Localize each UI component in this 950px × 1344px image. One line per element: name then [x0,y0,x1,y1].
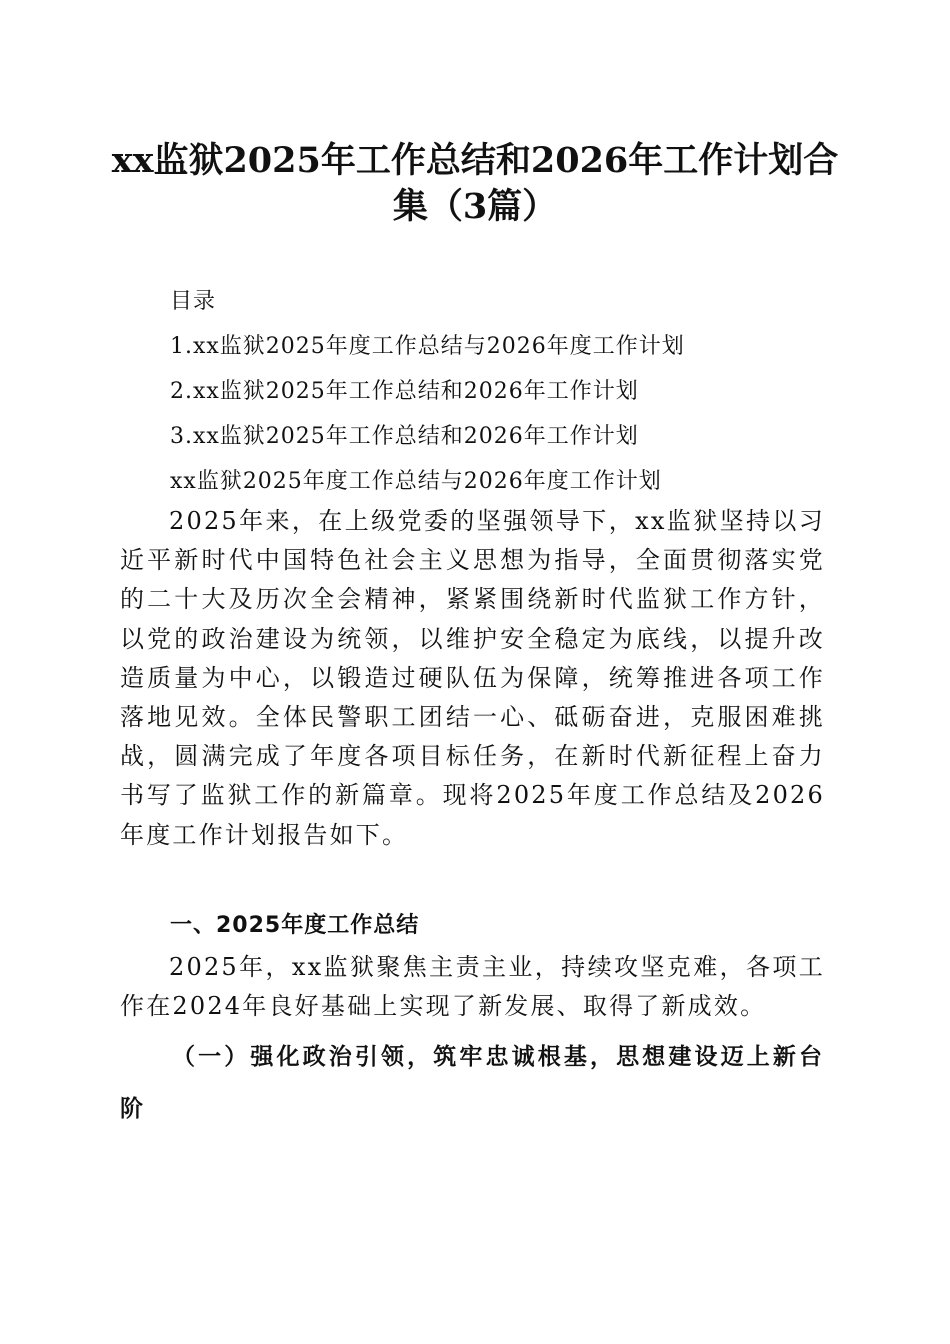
toc-item-1: 1.xx监狱2025年度工作总结与2026年度工作计划 [170,334,685,359]
toc-item-3: 3.xx监狱2025年工作总结和2026年工作计划 [170,424,639,449]
section-heading: 一、2025年度工作总结 [170,913,420,938]
toc-heading: 目录 [170,289,217,314]
intro-paragraph: 2025年来，在上级党委的坚强领导下，xx监狱坚持以习近平新时代中国特色社会主义思想为指导，全面贯彻落实党的二十大及历次全会精神，紧紧围绕新时代监狱工作方针，以党的政治建设为统领，以维护安全稳定为底线，以提升改造质量为中心，以锻造过硬队伍为保障，统筹推进各项工作落地见效。全体民警职工团结一心、砥砺奋进，克服困难挑战，圆满完成了年度各项目标任务，在新时代新征程上奋力书写了监狱工作的新篇章。现将2025年度工作总结及2026年度工作计划报告如下。 [120,507,825,849]
toc-item-2: 2.xx监狱2025年工作总结和2026年工作计划 [170,379,639,404]
article-title: xx监狱2025年度工作总结与2026年度工作计划 [170,469,662,494]
subsection-heading: （一）强化政治引领，筑牢忠诚根基，思想建设迈上新台阶 [120,1044,825,1122]
section-paragraph: 2025年，xx监狱聚焦主责主业，持续攻坚克难，各项工作在2024年良好基础上实现了新发展、取得了新成效。 [120,953,825,1021]
document-title: xx监狱2025年工作总结和2026年工作计划合集（3篇） [111,140,839,227]
